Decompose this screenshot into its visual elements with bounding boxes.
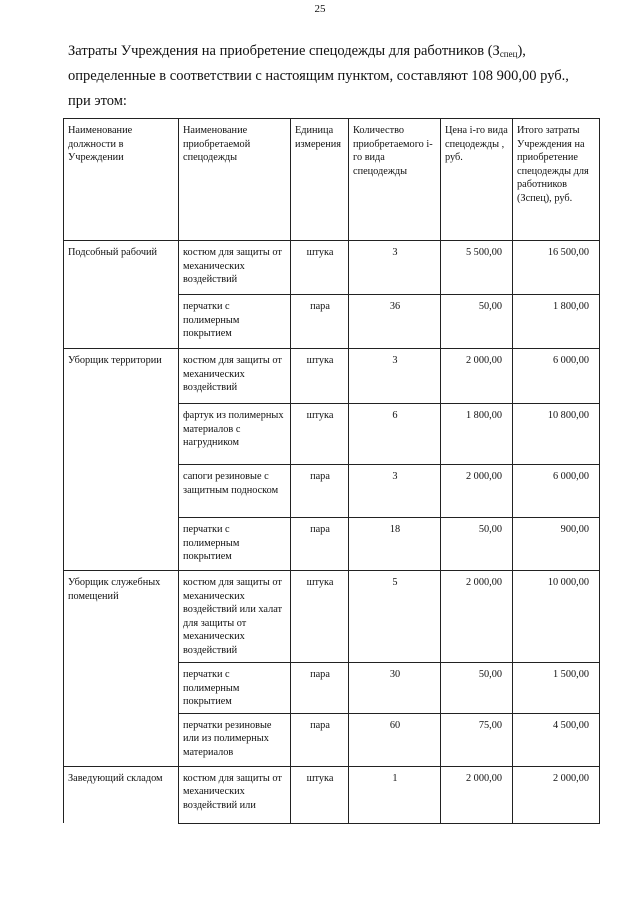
- cell-quantity: 60: [349, 713, 441, 766]
- cell-quantity: 6: [349, 404, 441, 465]
- cell-price: 50,00: [441, 295, 513, 349]
- cell-total: 900,00: [513, 518, 600, 571]
- table-row: [64, 713, 600, 766]
- cell-unit: штука: [291, 571, 349, 663]
- cell-unit: штука: [291, 241, 349, 295]
- cell-item: костюм для защиты от механических воздействий: [179, 349, 291, 404]
- cell-unit: пара: [291, 713, 349, 766]
- cell-unit: пара: [291, 465, 349, 518]
- cell-quantity: 5: [349, 571, 441, 663]
- cell-total: 10 800,00: [513, 404, 600, 465]
- cell-price: 50,00: [441, 518, 513, 571]
- table-header-row: [64, 119, 600, 241]
- cell-price: 50,00: [441, 663, 513, 714]
- cell-position: [64, 295, 179, 349]
- cell-price: 1 800,00: [441, 404, 513, 465]
- cell-item: костюм для защиты от механических воздействий или халат для защиты от механических воздействий: [179, 571, 291, 663]
- cell-position: [64, 713, 179, 766]
- table-row: [64, 518, 600, 571]
- cell-quantity: 3: [349, 241, 441, 295]
- cell-quantity: 18: [349, 518, 441, 571]
- cell-total: 6 000,00: [513, 465, 600, 518]
- cell-quantity: 3: [349, 349, 441, 404]
- cell-item: костюм для защиты от механических воздействий или: [179, 766, 291, 823]
- cell-quantity: 3: [349, 465, 441, 518]
- cell-item: перчатки с полимерным покрытием: [179, 295, 291, 349]
- cell-item: фартук из полимерных материалов с нагрудником: [179, 404, 291, 465]
- cell-total: 10 000,00: [513, 571, 600, 663]
- cell-price: 5 500,00: [441, 241, 513, 295]
- cell-position: [64, 404, 179, 465]
- cell-price: 2 000,00: [441, 766, 513, 823]
- cell-quantity: 1: [349, 766, 441, 823]
- cell-item: перчатки резиновые или из полимерных материалов: [179, 713, 291, 766]
- intro-subscript: спец: [499, 49, 518, 59]
- cell-unit: пара: [291, 295, 349, 349]
- cell-price: 75,00: [441, 713, 513, 766]
- header-total: Итого затраты Учреждения на приобретение спецодежды для работников (Зспец), руб.: [513, 119, 600, 241]
- table-row: [64, 571, 600, 663]
- cell-item: сапоги резиновые с защитным подноском: [179, 465, 291, 518]
- cell-item: перчатки с полимерным покрытием: [179, 663, 291, 714]
- cell-position: [64, 465, 179, 518]
- table-row: [64, 349, 600, 404]
- cell-position: Уборщик служебных помещений: [64, 571, 179, 663]
- intro-line-3: при этом:: [68, 93, 127, 109]
- table-row: [64, 465, 600, 518]
- header-item: Наименование приобретаемой спецодежды: [179, 119, 291, 241]
- cell-quantity: 30: [349, 663, 441, 714]
- cell-total: 1 500,00: [513, 663, 600, 714]
- table-row: [64, 295, 600, 349]
- cell-position: [64, 518, 179, 571]
- cell-unit: штука: [291, 404, 349, 465]
- table-row: [64, 404, 600, 465]
- intro-line-2: определенные в соответствии с настоящим пунктом, составляют 108 900,00 руб.,: [68, 68, 569, 84]
- cell-item: перчатки с полимерным покрытием: [179, 518, 291, 571]
- workwear-costs-table: [63, 118, 600, 824]
- header-price: Цена i-го вида спецодежды , руб.: [441, 119, 513, 241]
- cell-position: Уборщик территории: [64, 349, 179, 404]
- cell-unit: штука: [291, 349, 349, 404]
- page-number: 25: [314, 3, 326, 15]
- cell-unit: пара: [291, 518, 349, 571]
- cell-unit: штука: [291, 766, 349, 823]
- cell-position: [64, 663, 179, 714]
- table-row: [64, 663, 600, 714]
- cell-item: костюм для защиты от механических воздействий: [179, 241, 291, 295]
- header-unit: Единица измерения: [291, 119, 349, 241]
- header-quantity: Количество приобретаемого i-го вида спецодежды: [349, 119, 441, 241]
- cell-total: 1 800,00: [513, 295, 600, 349]
- header-position: Наименование должности в Учреждении: [64, 119, 179, 241]
- cell-unit: пара: [291, 663, 349, 714]
- cell-quantity: 36: [349, 295, 441, 349]
- cell-price: 2 000,00: [441, 465, 513, 518]
- table-row: [64, 241, 600, 295]
- cell-position: Подсобный рабочий: [64, 241, 179, 295]
- cell-price: 2 000,00: [441, 571, 513, 663]
- cell-price: 2 000,00: [441, 349, 513, 404]
- cell-total: 16 500,00: [513, 241, 600, 295]
- intro-line-1: Затраты Учреждения на приобретение спецодежды для работников $(З_{спец})$,: [68, 43, 526, 59]
- cell-position: Заведующий складом: [64, 766, 179, 823]
- cell-total: 2 000,00: [513, 766, 600, 823]
- cell-total: 6 000,00: [513, 349, 600, 404]
- cell-total: 4 500,00: [513, 713, 600, 766]
- table-row: [64, 766, 600, 823]
